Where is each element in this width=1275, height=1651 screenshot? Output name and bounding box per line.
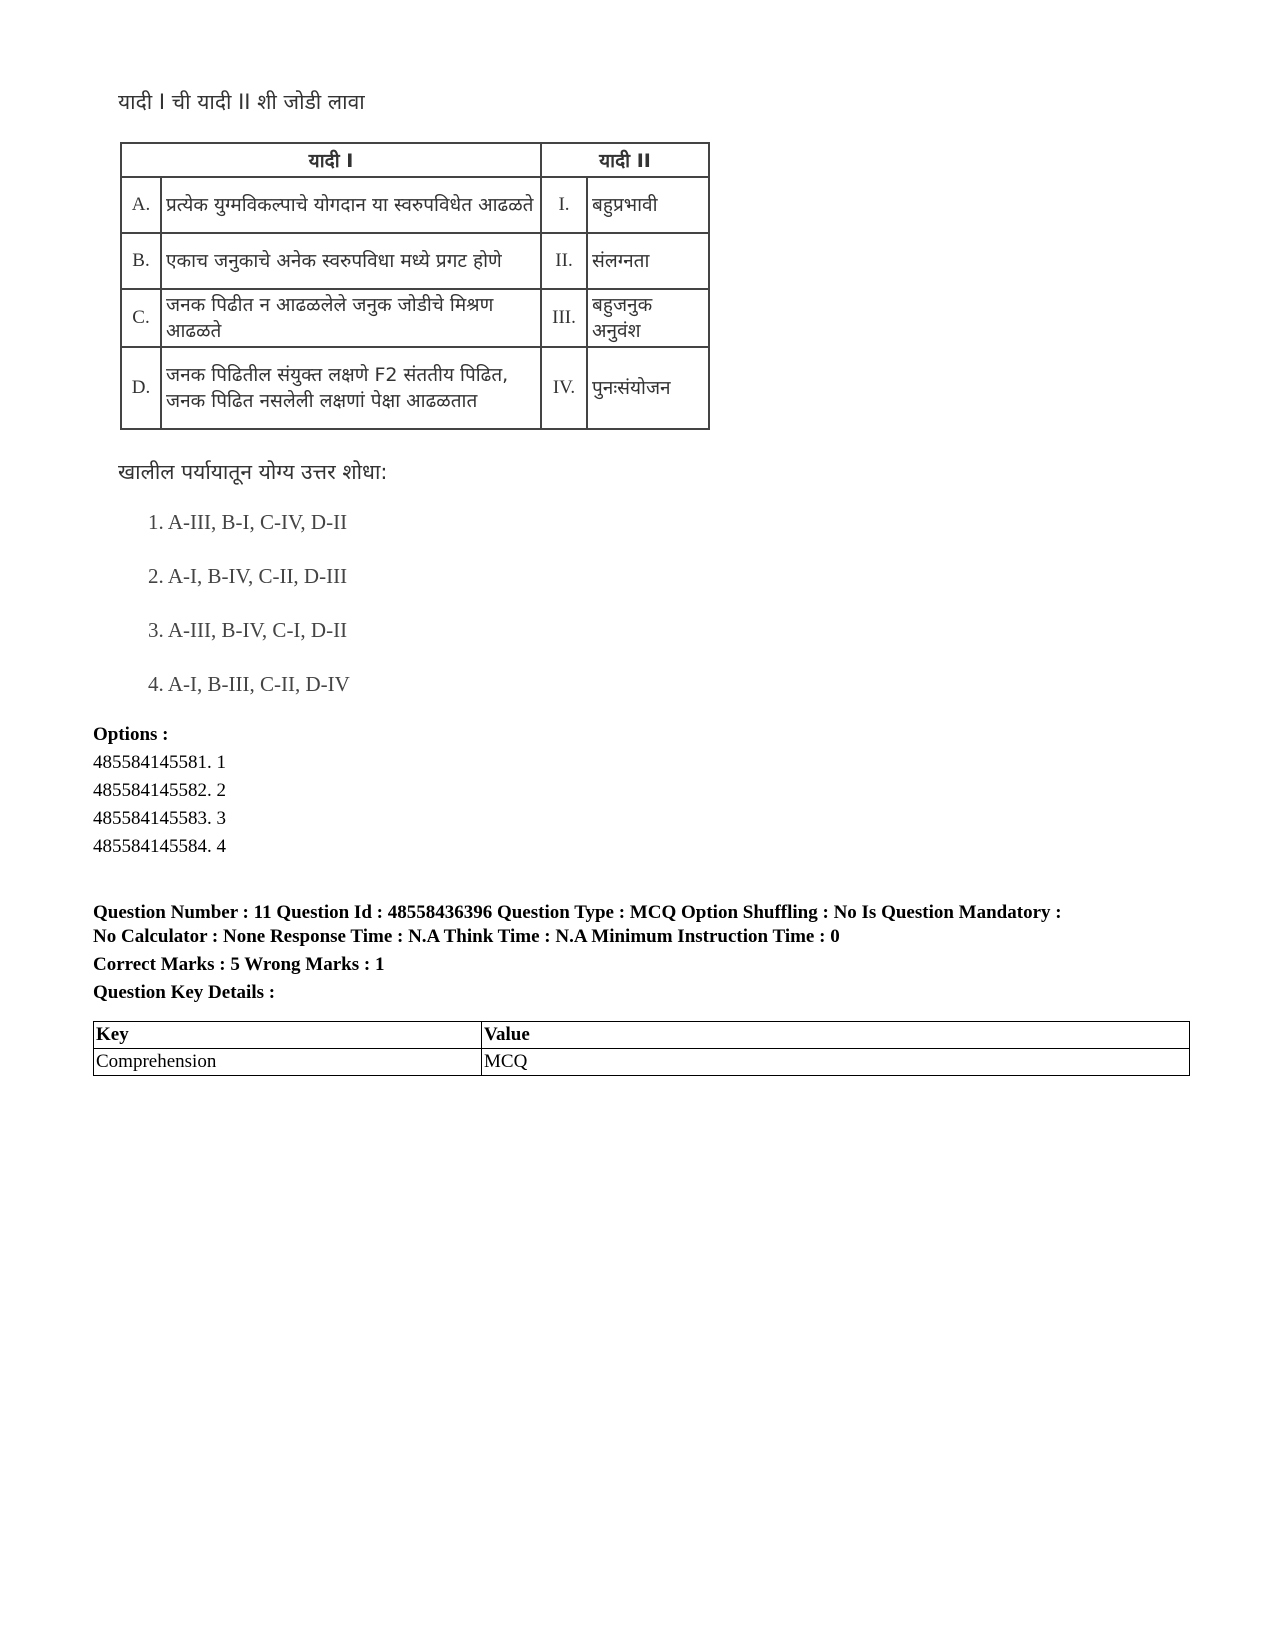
- row-match: संलग्नता: [587, 233, 709, 289]
- question-meta: [93, 901, 1062, 1005]
- options-heading: Options :: [93, 724, 169, 745]
- value-cell: MCQ: [482, 1049, 1190, 1076]
- row-match: बहुजनुक अनुवंश: [587, 289, 709, 347]
- row-match: बहुप्रभावी: [587, 177, 709, 233]
- question-prompt: खालील पर्यायातून योग्य उत्तर शोधा:: [118, 460, 388, 484]
- row-text: जनक पिढीत न आढळलेले जनुक जोडीचे मिश्रण आढळते: [161, 289, 541, 347]
- key-details-heading: Question Key Details :: [93, 982, 276, 1003]
- row-text: एकाच जनुकाचे अनेक स्वरुपविधा मध्ये प्रगट होणे: [161, 233, 541, 289]
- list-1-header: यादी I: [121, 143, 541, 177]
- choice-item: 2. A-I, B-IV, C-II, D-III: [148, 564, 348, 588]
- row-text: प्रत्येक युग्मविकल्पाचे योगदान या स्वरुपविधेत आढळते: [161, 177, 541, 233]
- meta-line-2: No Calculator : None Response Time : N.A Think Time : N.A Minimum Instruction Time : 0: [93, 926, 840, 947]
- match-table: [120, 142, 710, 430]
- value-header: Value: [482, 1022, 1190, 1049]
- row-label: D.: [121, 347, 161, 429]
- row-num: III.: [541, 289, 587, 347]
- key-cell: Comprehension: [94, 1049, 482, 1076]
- question-title: यादी I ची यादी II शी जोडी लावा: [118, 90, 365, 114]
- choice-item: 3. A-III, B-IV, C-I, D-II: [148, 618, 348, 642]
- match-row: [121, 347, 709, 429]
- key-table: [93, 1021, 1190, 1076]
- match-row: [121, 177, 709, 233]
- row-label: A.: [121, 177, 161, 233]
- option-item: 485584145582. 2: [93, 780, 226, 801]
- match-row: [121, 233, 709, 289]
- row-num: I.: [541, 177, 587, 233]
- row-num: II.: [541, 233, 587, 289]
- row-label: B.: [121, 233, 161, 289]
- row-label: C.: [121, 289, 161, 347]
- choice-item: 4. A-I, B-III, C-II, D-IV: [148, 672, 350, 696]
- question-image: [110, 80, 750, 720]
- row-text: जनक पिढितील संयुक्त लक्षणे F2 संततीय पिढित, जनक पिढित नसलेली लक्षणां पेक्षा आढळतात: [161, 347, 541, 429]
- meta-line-1: Question Number : 11 Question Id : 48558436396 Question Type : MCQ Option Shuffling : No Is Question Mandatory :: [93, 902, 1062, 923]
- option-item: 485584145581. 1: [93, 752, 226, 773]
- choice-item: 1. A-III, B-I, C-IV, D-II: [148, 510, 348, 534]
- row-match: पुनःसंयोजन: [587, 347, 709, 429]
- row-num: IV.: [541, 347, 587, 429]
- list-2-header: यादी II: [541, 143, 709, 177]
- key-header: Key: [94, 1022, 482, 1049]
- option-item: 485584145583. 3: [93, 808, 226, 829]
- options-section: [93, 724, 226, 864]
- match-row: [121, 289, 709, 347]
- key-header-row: [94, 1022, 1190, 1049]
- marks-line: Correct Marks : 5 Wrong Marks : 1: [93, 954, 385, 975]
- choice-list: [148, 510, 350, 726]
- option-item: 485584145584. 4: [93, 836, 226, 857]
- table-row: [94, 1049, 1190, 1076]
- match-header-row: [121, 143, 709, 177]
